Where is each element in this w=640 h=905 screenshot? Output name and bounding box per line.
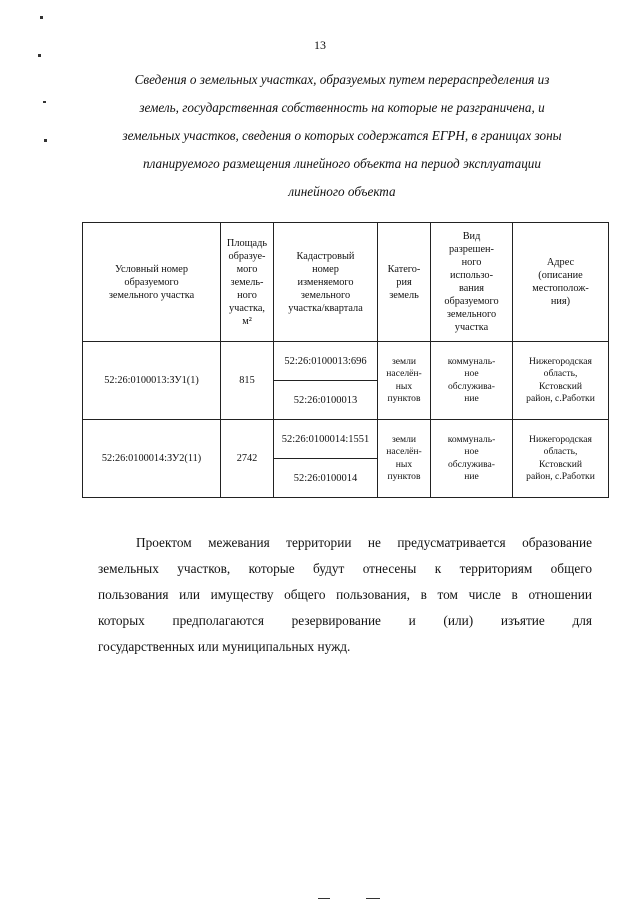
paragraph-line: которых предполагаются резервирование и (или) изъятие для: [98, 613, 592, 628]
body-paragraph: [98, 530, 592, 660]
land-category-cell: земли населён- ных пунктов: [378, 342, 431, 420]
title-line: земельных участков, сведения о которых содержатся ЕГРН, в границах зоны: [122, 128, 562, 143]
paragraph-line: пользования или имуществу общего пользования, в том числе в отношении: [98, 587, 592, 602]
header-land-category: Катего- рия земель: [378, 223, 431, 342]
cadastral-quarter-cell: 52:26:0100013: [274, 381, 378, 420]
land-category-cell: земли населён- ных пунктов: [378, 420, 431, 498]
plot-number-cell: 52:26:0100013:ЗУ1(1): [83, 342, 221, 420]
land-plots-table: [82, 222, 609, 498]
title-line: планируемого размещения линейного объекта на период эксплуатации: [142, 156, 541, 171]
scan-speck: [38, 54, 41, 57]
area-cell: 2742: [221, 420, 274, 498]
title-line: линейного объекта: [288, 184, 396, 199]
scan-speck: [43, 101, 46, 103]
title-line: Сведения о земельных участках, образуемых путем перераспределения из: [134, 72, 550, 87]
paragraph-line: земельных участков, которые будут отнесены к территориям общего: [98, 561, 592, 576]
paragraph-line: государственных или муниципальных нужд.: [98, 639, 351, 654]
scan-speck: [366, 898, 380, 899]
plot-number-cell: 52:26:0100014:ЗУ2(11): [83, 420, 221, 498]
paragraph-line: Проектом межевания территории не предусматривается образование: [136, 535, 592, 550]
header-cadastral-number: Кадастровый номер изменяемого земельного участка/квартала: [274, 223, 378, 342]
header-permitted-use: Вид разрешен- ного использо- вания образуемого земельного участка: [431, 223, 513, 342]
table-row: [83, 420, 609, 459]
header-address: Адрес (описание местополож- ния): [513, 223, 609, 342]
page-number: 13: [314, 38, 326, 52]
table-row: [83, 342, 609, 381]
scan-speck: [318, 898, 330, 899]
scan-speck: [40, 16, 43, 19]
scan-speck: [44, 139, 47, 142]
permitted-use-cell: коммуналь- ное обслужива- ние: [431, 342, 513, 420]
cadastral-quarter-cell: 52:26:0100014: [274, 459, 378, 498]
header-plot-number: Условный номер образуемого земельного участка: [83, 223, 221, 342]
address-cell: Нижегородская область, Кстовский район, с.Работки: [513, 420, 609, 498]
cadastral-number-cell: 52:26:0100013:696: [274, 342, 378, 381]
area-cell: 815: [221, 342, 274, 420]
address-cell: Нижегородская область, Кстовский район, с.Работки: [513, 342, 609, 420]
title-line: земель, государственная собственность на которые не разграничена, и: [139, 100, 545, 115]
permitted-use-cell: коммуналь- ное обслужива- ние: [431, 420, 513, 498]
section-title: [92, 66, 592, 206]
header-area: Площадь образуе- мого земель- ного участка, м²: [221, 223, 274, 342]
cadastral-number-cell: 52:26:0100014:1551: [274, 420, 378, 459]
table-header-row: [83, 223, 609, 342]
